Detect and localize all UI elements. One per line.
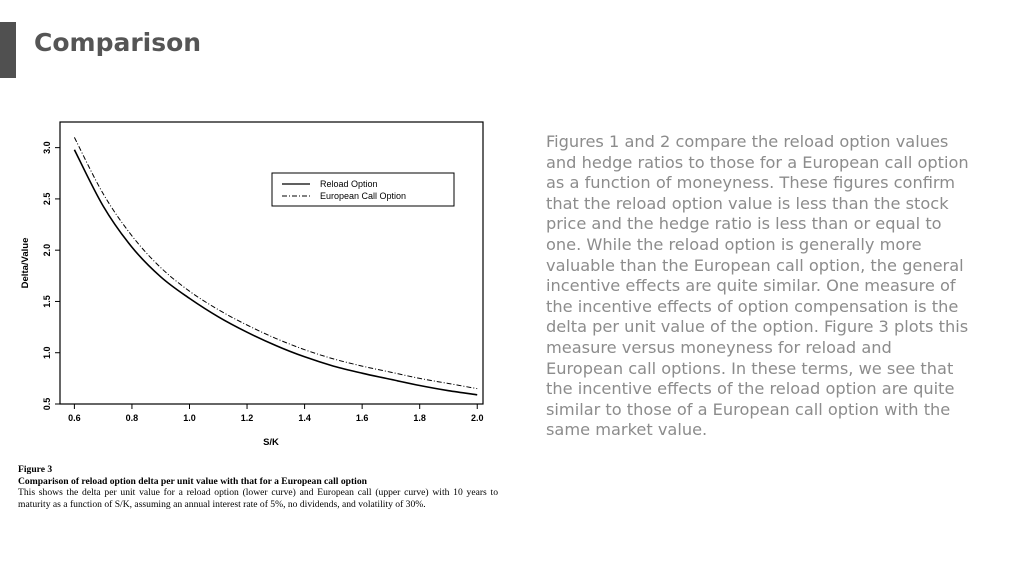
x-tick-label: 0.8 (125, 413, 139, 423)
x-tick-label: 1.6 (355, 413, 369, 423)
y-tick-label: 3.0 (42, 141, 52, 154)
y-axis-label: Delta/Value (20, 237, 31, 289)
body-paragraph: Figures 1 and 2 compare the reload option values and hedge ratios to those for a European call option as a function of moneyness. These figures confirm that the reload option value is less than the stock price and the hedge ratio is less than or equal to one. While the reload option is generally more valuable than the European call option, the general incentive effects are quite similar. One measure of the incentive effects of option compensation is the delta per unit value of the option. Figure 3 plots this measure versus moneyness for reload and European call options. In these terms, we see that the incentive effects of the reload option are quite similar to those of a European call option with the same market value. (546, 132, 969, 440)
x-tick-label: 0.6 (68, 413, 81, 423)
delta-value-chart (14, 112, 514, 457)
y-tick-label: 1.0 (42, 346, 52, 359)
figure-label: Figure 3 (18, 464, 53, 475)
x-tick-label: 1.8 (413, 413, 426, 423)
title-accent-bar (0, 22, 16, 78)
y-tick-label: 1.5 (42, 295, 52, 308)
legend (272, 173, 454, 206)
y-tick-label: 0.5 (42, 397, 52, 411)
figure-description: This shows the delta per unit value for a reload option (lower curve) and European call (upper curve) with 10 years to maturity as a function of S/K, assuming an annual interest rate of 5%, no dividends, and volatility of 30%. (18, 487, 498, 510)
x-tick-label: 1.4 (298, 413, 311, 423)
figure-title: Comparison of reload option delta per unit value with that for a European call option (18, 475, 367, 487)
x-tick-label: 1.0 (183, 413, 196, 423)
legend-box (272, 173, 454, 206)
x-tick-label: 2.0 (470, 413, 484, 423)
plot-frame (60, 122, 483, 404)
figure-caption (18, 464, 498, 510)
x-axis-label: S/K (263, 437, 279, 448)
slide-title: Comparison (34, 28, 202, 57)
legend-label-european: European Call Option (320, 191, 407, 201)
legend-label-reload: Reload Option (320, 179, 378, 189)
y-tick-label: 2.5 (42, 192, 52, 206)
y-tick-label: 2.0 (42, 243, 52, 257)
figure-3 (14, 112, 514, 542)
x-tick-label: 1.2 (240, 413, 254, 423)
